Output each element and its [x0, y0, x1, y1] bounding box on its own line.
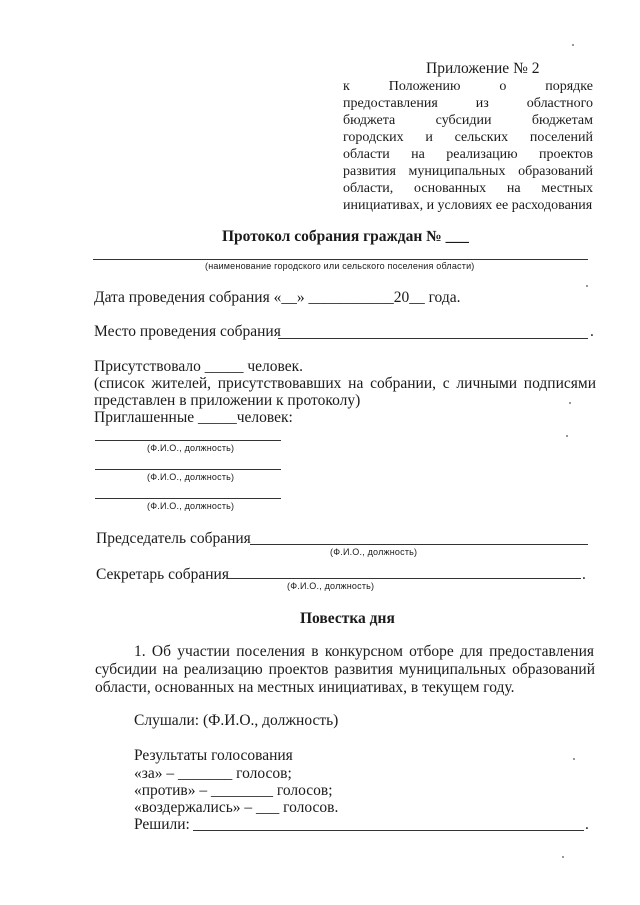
- appendix-line: [343, 180, 593, 197]
- appendix-line: [343, 112, 593, 129]
- meeting-place-line: [278, 338, 588, 339]
- appendix-title: Приложение № 2: [426, 60, 540, 77]
- appendix-word: о: [499, 79, 507, 94]
- appendix-word: поселений: [529, 130, 593, 145]
- appendix-line: [343, 146, 593, 163]
- appendix-word: на: [411, 147, 425, 162]
- appendix-word: городских: [343, 130, 404, 145]
- invited-line-3: [95, 498, 281, 499]
- invited-count: Приглашенные _____человек:: [94, 409, 293, 426]
- appendix-word: проектов: [538, 147, 593, 162]
- invited-caption-3: (Ф.И.О., должность): [147, 501, 235, 511]
- appendix-word: субсидии: [435, 113, 492, 128]
- protocol-title: Протокол собрания граждан № ___: [222, 228, 469, 245]
- attended-note-line2: представлен в приложении к протоколу): [94, 392, 361, 409]
- appendix-word: основанных: [414, 181, 487, 196]
- meeting-place-end: .: [590, 323, 594, 340]
- invited-caption-1: (Ф.И.О., должность): [147, 443, 235, 453]
- appendix-word: муниципальных: [408, 164, 506, 179]
- settlement-name-line: [93, 259, 588, 260]
- chair-caption: (Ф.И.О., должность): [330, 547, 418, 557]
- appendix-word: на: [506, 181, 521, 196]
- settlement-caption: (наименование городского или сельского поселения области): [205, 261, 475, 271]
- appendix-line: [343, 78, 593, 95]
- appendix-line: [343, 95, 593, 112]
- secretary-caption: (Ф.И.О., должность): [287, 581, 375, 591]
- decided-end: .: [585, 816, 589, 833]
- invited-line-2: [95, 469, 281, 470]
- vote-against: «против» – ________ голосов;: [134, 782, 333, 799]
- appendix-word: области,: [343, 181, 394, 196]
- appendix-word: из: [475, 96, 489, 111]
- agenda-item-line2: субсидии на реализацию проектов развития муниципальных образований: [95, 661, 595, 678]
- secretary-line: [228, 578, 581, 579]
- heard-speaker: Слушали: (Ф.И.О., должность): [134, 712, 339, 729]
- agenda-item-line1: 1. Об участии поселения в конкурсном отборе для предоставления: [134, 643, 594, 660]
- appendix-word: реализацию: [446, 147, 518, 162]
- appendix-word: сельских: [454, 130, 509, 145]
- scan-speck: [572, 44, 574, 46]
- voting-results-title: Результаты голосования: [134, 747, 293, 764]
- agenda-item-line3: области, основанных на местных инициативах, в текущем году.: [95, 679, 515, 696]
- appendix-word: местных: [541, 181, 593, 196]
- appendix-word: Положению: [388, 79, 461, 94]
- invited-line-1: [95, 440, 281, 441]
- appendix-word: к: [343, 79, 350, 94]
- attended-note-line1: (список жителей, присутствовавших на собрании, с личными подписями: [94, 375, 596, 392]
- vote-for: «за» – _______ голосов;: [134, 765, 292, 782]
- decided-line: [193, 830, 584, 831]
- appendix-word: предоставления: [343, 96, 438, 111]
- attended-count: Присутствовало _____ человек.: [94, 358, 304, 375]
- scan-speck: [586, 285, 588, 287]
- appendix-word: и: [425, 130, 433, 145]
- invited-caption-2: (Ф.И.О., должность): [147, 472, 235, 482]
- chair-label: Председатель собрания: [96, 530, 251, 547]
- appendix-line: [343, 197, 593, 214]
- appendix-word: бюджета: [343, 113, 396, 128]
- decided-label: Решили:: [134, 816, 190, 833]
- scan-speck: [562, 856, 564, 858]
- appendix-word: развития: [343, 164, 396, 179]
- appendix-word: бюджетам: [531, 113, 593, 128]
- appendix-word: порядке: [545, 79, 593, 94]
- scan-speck: [569, 402, 571, 404]
- appendix-word: областного: [526, 96, 593, 111]
- meeting-place-label: Место проведения собрания: [94, 323, 281, 340]
- appendix-word: образований: [518, 164, 593, 179]
- agenda-title: Повестка дня: [300, 610, 395, 627]
- meeting-date: Дата проведения собрания «__» ___________20__ года.: [94, 289, 461, 306]
- chair-line: [250, 544, 588, 545]
- scan-speck: [573, 758, 575, 760]
- appendix-word: инициативах, и условиях ее расходования: [343, 198, 593, 213]
- appendix-line: [343, 129, 593, 146]
- secretary-label: Секретарь собрания: [96, 566, 229, 583]
- scan-speck: [566, 435, 568, 437]
- vote-abstain: «воздержались» – ___ голосов.: [134, 799, 339, 816]
- appendix-text: [343, 78, 593, 214]
- secretary-line-end: .: [582, 566, 586, 583]
- appendix-word: области: [343, 147, 390, 162]
- appendix-line: [343, 163, 593, 180]
